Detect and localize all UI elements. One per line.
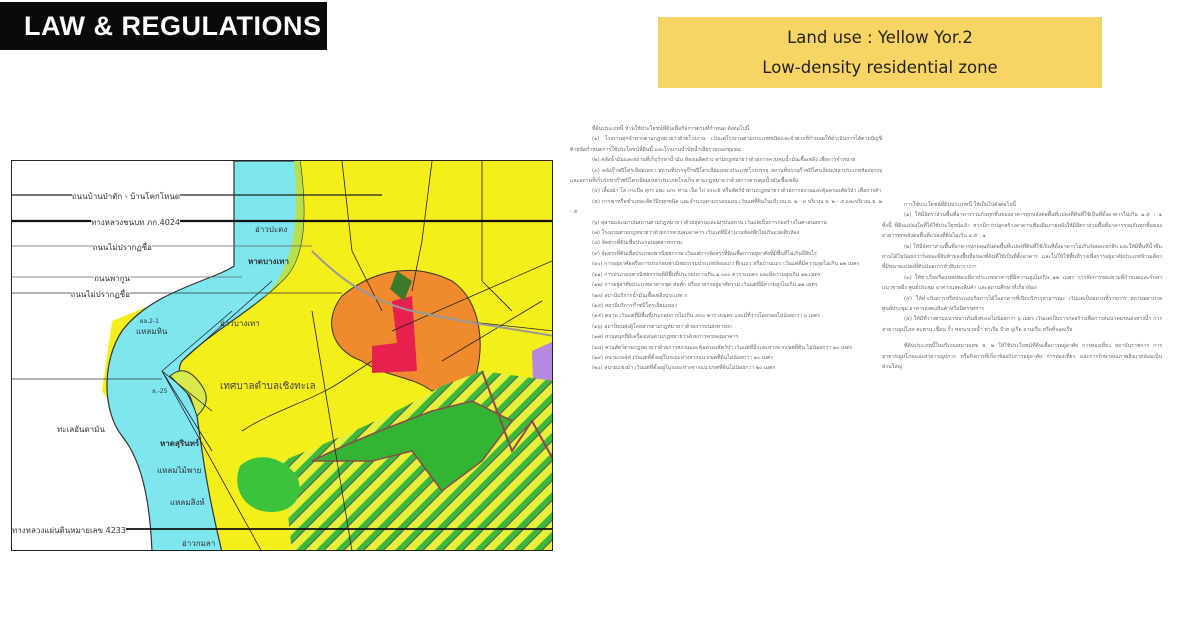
regulation-item: (๑๔) สถานีบริการก๊าซปิโตรเลียมเหลว [592, 302, 678, 309]
regulation-item: (๑๖) สถานีขนส่งผู้โดยสารตามกฎหมายว่าด้วยการขนส่งทางบก [592, 323, 733, 330]
road-label: ทางหลวงแผ่นดินหมายเลข 4233 [12, 526, 126, 535]
regulation-item: (๑๑) การประกอบพาณิชยกรรมที่มีพื้นที่ประกอบการเกิน ๑,๐๐๐ ตารางเมตร และมีความสูงเกิน ๑๒ เมตร [592, 271, 821, 278]
road-label: ถนนไม่ปรากฏชื่อ [70, 290, 130, 299]
road-label: ถนนไม่ปรากฏชื่อ [92, 243, 152, 252]
road-label: ถนนพากูน [94, 274, 130, 283]
place-label: แหลมไม้พาย [157, 466, 202, 475]
regulation-item: (๑๓) สถานีบริการน้ำมันเชื้อเพลิงประเภท ก [592, 292, 688, 299]
place-label: หาดสุรินทร์ [160, 439, 200, 448]
regulation-item: (๑๐) การอยู่อาศัยหรือการประกอบพาณิชยกรรมประเภทห้องแถว ตึกแถว หรือบ้านแถว เว้นแต่ที่มีความสูงไม่เกิน ๑๒ เมตร [592, 261, 860, 268]
place-label: หาดบางเทา [248, 257, 289, 266]
regulation-item: (๘) จัดสรรที่ดินเพื่อประกอบอุตสาหกรรม [592, 240, 683, 247]
regulation-item: (๑๕) ตลาด เว้นแต่ที่มีพื้นที่ประกอบการไม่เกิน ๕๐๐ ตารางเมตร และมีที่ว่างโดยรอบไม่น้อยกว่า ๖ เมตร [592, 313, 820, 320]
municipality-label: เทศบาลตำบลเชิงทะเล [220, 381, 316, 392]
regulation-item: (๑๒) การอยู่อาศัยประเภทอาคารชุด หอพัก หรืออาคารอยู่อาศัยรวม เว้นแต่ที่มีความสูงไม่เกิน ๑๒ เมตร [592, 282, 818, 289]
regulation-item: (๙) จัดสรรที่ดินเพื่อประกอบพาณิชยกรรม เว้นแต่การจัดสรรที่ดินเพื่อการอยู่อาศัยที่มีพื้นที่ไม่เกินยี่สิบไร่ [592, 250, 817, 257]
regulation-item: (๔) เลี้ยงม้า โค กระบือ สุกร แพะ แกะ ห่าน เป็ด ไก่ จระเข้ หรือสัตว์ป่าตามกฎหมายว่าด้วยการสงวนและคุ้มครองสัตว์ป่า เพื่อการค้า [592, 188, 882, 195]
regulation-item: (๑๘) สวนสัตว์ตามกฎหมายว่าด้วยการสงวนและคุ้มครองสัตว์ป่า เว้นแต่ที่มีระยะห่างจากเขตที่ดิน ไม่น้อยกว่า ๑๐ เมตร [592, 344, 853, 351]
regulation-item: (๒๐) สนามแข่งม้า เว้นแต่ที่ตั้งอยู่ในระยะห่างจากแนวเขตที่ดินไม่น้อยกว่า ๒๐ เมตร [592, 365, 776, 372]
land-use-map [11, 160, 553, 551]
land-use-description: Low-density residential zone [762, 58, 998, 77]
place-label: อ่าวกมลา [182, 539, 216, 548]
closing-paragraph: ที่ดินประเภทนี้ในบริเวณหมายเลข ย. ๒ ให้ใช้ประโยชน์ที่ดินเพื่อการอยู่อาศัย การท่องเที่ยว สถาบันราชการ การสาธารณูปโภคและสาธารณูปการ หรือกิจการที่เกี่ยวข้องกับการอยู่อาศัย การท่องเที่ยว และการรักษาคุณภาพสิ่งแวดล้อมเป็นส่วนใหญ่ [882, 343, 1162, 371]
page-title: LAW & REGULATIONS [0, 2, 327, 50]
land-use-banner [658, 17, 1102, 88]
section-heading: ที่ดินประเภทนี้ ห้ามใช้ประโยชน์ที่ดินเพื่อกิจการตามที่กำหนด ดังต่อไปนี้ [592, 126, 750, 132]
place-label: อ่าวบางเทา [220, 319, 260, 328]
place-label: อ่าวปะตง [255, 225, 288, 234]
regulation-item: (๒) คลังน้ำมันและสถานที่เก็บรักษาน้ำมัน ห้องเผลิตย่าง ตามกฎหมายว่าด้วยการควบคุมน้ำมันเชื้อเพลิง เพื่อการจำหน่าย [592, 157, 856, 164]
place-label: ทะเลอันดามัน [57, 425, 105, 434]
road-label: ทางหลวงชนบท ภก.4024 [90, 218, 180, 227]
regulation-item: (๔) ให้ดำเนินการหรือประกอบกิจการได้ในอาคารที่เปิดบริการสาธารณะ เว้นแต่เป็นสถานที่ราชการ สถานพยาบาล ศูนย์ประชุม อาคารแสดงสินค้าหรือนิทรรศการ [882, 295, 1162, 313]
zone-code-label: ผล.2-1 [140, 318, 159, 325]
regulation-item: (๕) ให้มีที่ว่างตามแนวขนานริมฝั่งทะเลไม่น้อยกว่า ๖ เมตร เว้นแต่เป็นการก่อสร้างเพื่อการคมนาคมขนส่งทางน้ำ การสาธารณูปโภค สะพาน เขื่อน รั้ว ท่อระบายน้ำ ท่าเรือ ป้าย อู่เรือ คานเรือ หรือที่จอดเรือ [882, 316, 1162, 333]
regulation-item: (๑) ให้มีอัตราส่วนพื้นที่อาคารรวมกันทุกชั้นของอาคารทุกหลังต่อพื้นที่แปลงที่ดินที่ใช้เป็นที่ตั้งอาคารไม่เกิน ๑.๕ : ๑ ทั้งนี้ ที่ดินแปลงใดที่ได้ใช้ประโยชน์แล้ว หากมีการปลูกสร้างอาคารเพิ่มเติมภายหลังให้มีอัตราส่วนพื้นที่อาคารรวมกันทุกชั้นของอาคารทุกหลังต่อพื้นที่แปลงที่ดินไม่เกิน ๑.๕ : ๑ [882, 212, 1162, 240]
regulation-text-column-1 [570, 124, 882, 374]
regulation-item: (๑) โรงงานทุกจำพวกตามกฎหมายว่าด้วยโรงงาน เว้นแต่โรงงานตามประเภทชนิดและจำพวกที่กำหนดให้ดำเนินการได้ตามบัญชีท้ายข้อกำหนดการใช้ประโยชน์ที่ดินนี้ และโรงงานบำบัดน้ำเสียรวมของชุมชน [570, 136, 882, 153]
regulation-item: (๑๗) สวนสนุกที่มีเครื่องเล่นตามกฎหมายว่าด้วยการควบคุมอาคาร [592, 334, 739, 341]
sea-code-label: ล.-25 [152, 388, 168, 395]
regulation-item: (๓) ให้ท่าเรือหรือแหล่งท่องเที่ยวประเภทอาคารที่มีความสูงไม่เกิน ๑๒ เมตร การจัดการขยะตามที่กำหนดและรักษาแนวชายฝั่ง ศูนย์ประชุม อาคารแสดงสินค้า และสถานศึกษาที่เกี่ยวข้อง [882, 274, 1162, 292]
regulation-text-column-2 [882, 200, 1162, 373]
section-heading: การใช้ประโยชน์ที่ดินประเภทนี้ ให้เป็นไปดังต่อไปนี้ [904, 202, 1016, 208]
regulation-item: (๓) คลังก๊าซปิโตรเลียมเหลว สถานที่บรรจุก๊าซปิโตรเลียมเหลวประเภทโรงบรรจุ สถานที่บรรจุก๊าซปิโตรเลียมเหลวประเภทห้องบรรจุ และสถานที่เก็บรักษาก๊าซปิโตรเลียมเหลวประเภทโรงเก็บ ตามกฎหมายว่าด้วยการควบคุมน้ำมันเชื้อเพลิง [570, 167, 882, 185]
land-use-zone: Land use : Yellow Yor.2 [787, 28, 973, 47]
regulation-item: (๗) โรงแรมตามกฎหมายว่าด้วยการควบคุมอาคาร เว้นแต่ที่มีจำนวนห้องพักไม่เกินแปดสิบห้อง [592, 230, 800, 237]
place-label: แหลมหิน [136, 327, 168, 336]
place-label: แหลมสิงห์ [170, 498, 205, 507]
regulation-item: (๑๙) สนามกอล์ฟ เว้นแต่ที่ตั้งอยู่ในระยะห่างจากแนวเขตที่ดินไม่น้อยกว่า ๑๐ เมตร [592, 354, 774, 361]
regulation-item: (๒) ให้มีอัตราส่วนพื้นที่อาคารปกคลุมดินต่อพื้นที่แปลงที่ดินที่ใช้เป็นที่ตั้งอาคารไม่เกินร้อยละหกสิบ และให้มีพื้นที่น้ำซึมผ่านได้ไม่น้อยกว่าร้อยละยี่สิบห้าของพื้นที่แปลงที่ดินที่ใช้เป็นที่ตั้งอาคาร และไม่ให้ใช้พื้นที่ว่างเพื่อการอยู่อาศัยประเภทบ้านเดี่ยวที่มีขนาดแปลงที่ดินน้อยกว่าห้าสิบตารางวา [882, 243, 1162, 271]
road-label: ถนนบ้านป่าตัก - บ้านโคกโหนด [71, 192, 180, 201]
regulation-item: (๖) สุสานและฌาปนสถานตามกฎหมายว่าด้วยสุสานและฌาปนสถาน เว้นแต่เป็นการก่อสร้างในศาสนสถาน [592, 219, 827, 226]
regulation-item: (๕) การฆ่าหรือชำแหละสัตว์ปีกทุกชนิด และจำนวนตามกรอบแผน เว้นแต่ที่ดินในบริเวณ ย. ๒ - ๓ บริเวณ ย. ๒ - ๔ และบริเวณ ย. ๒ - ๕ [570, 198, 882, 216]
